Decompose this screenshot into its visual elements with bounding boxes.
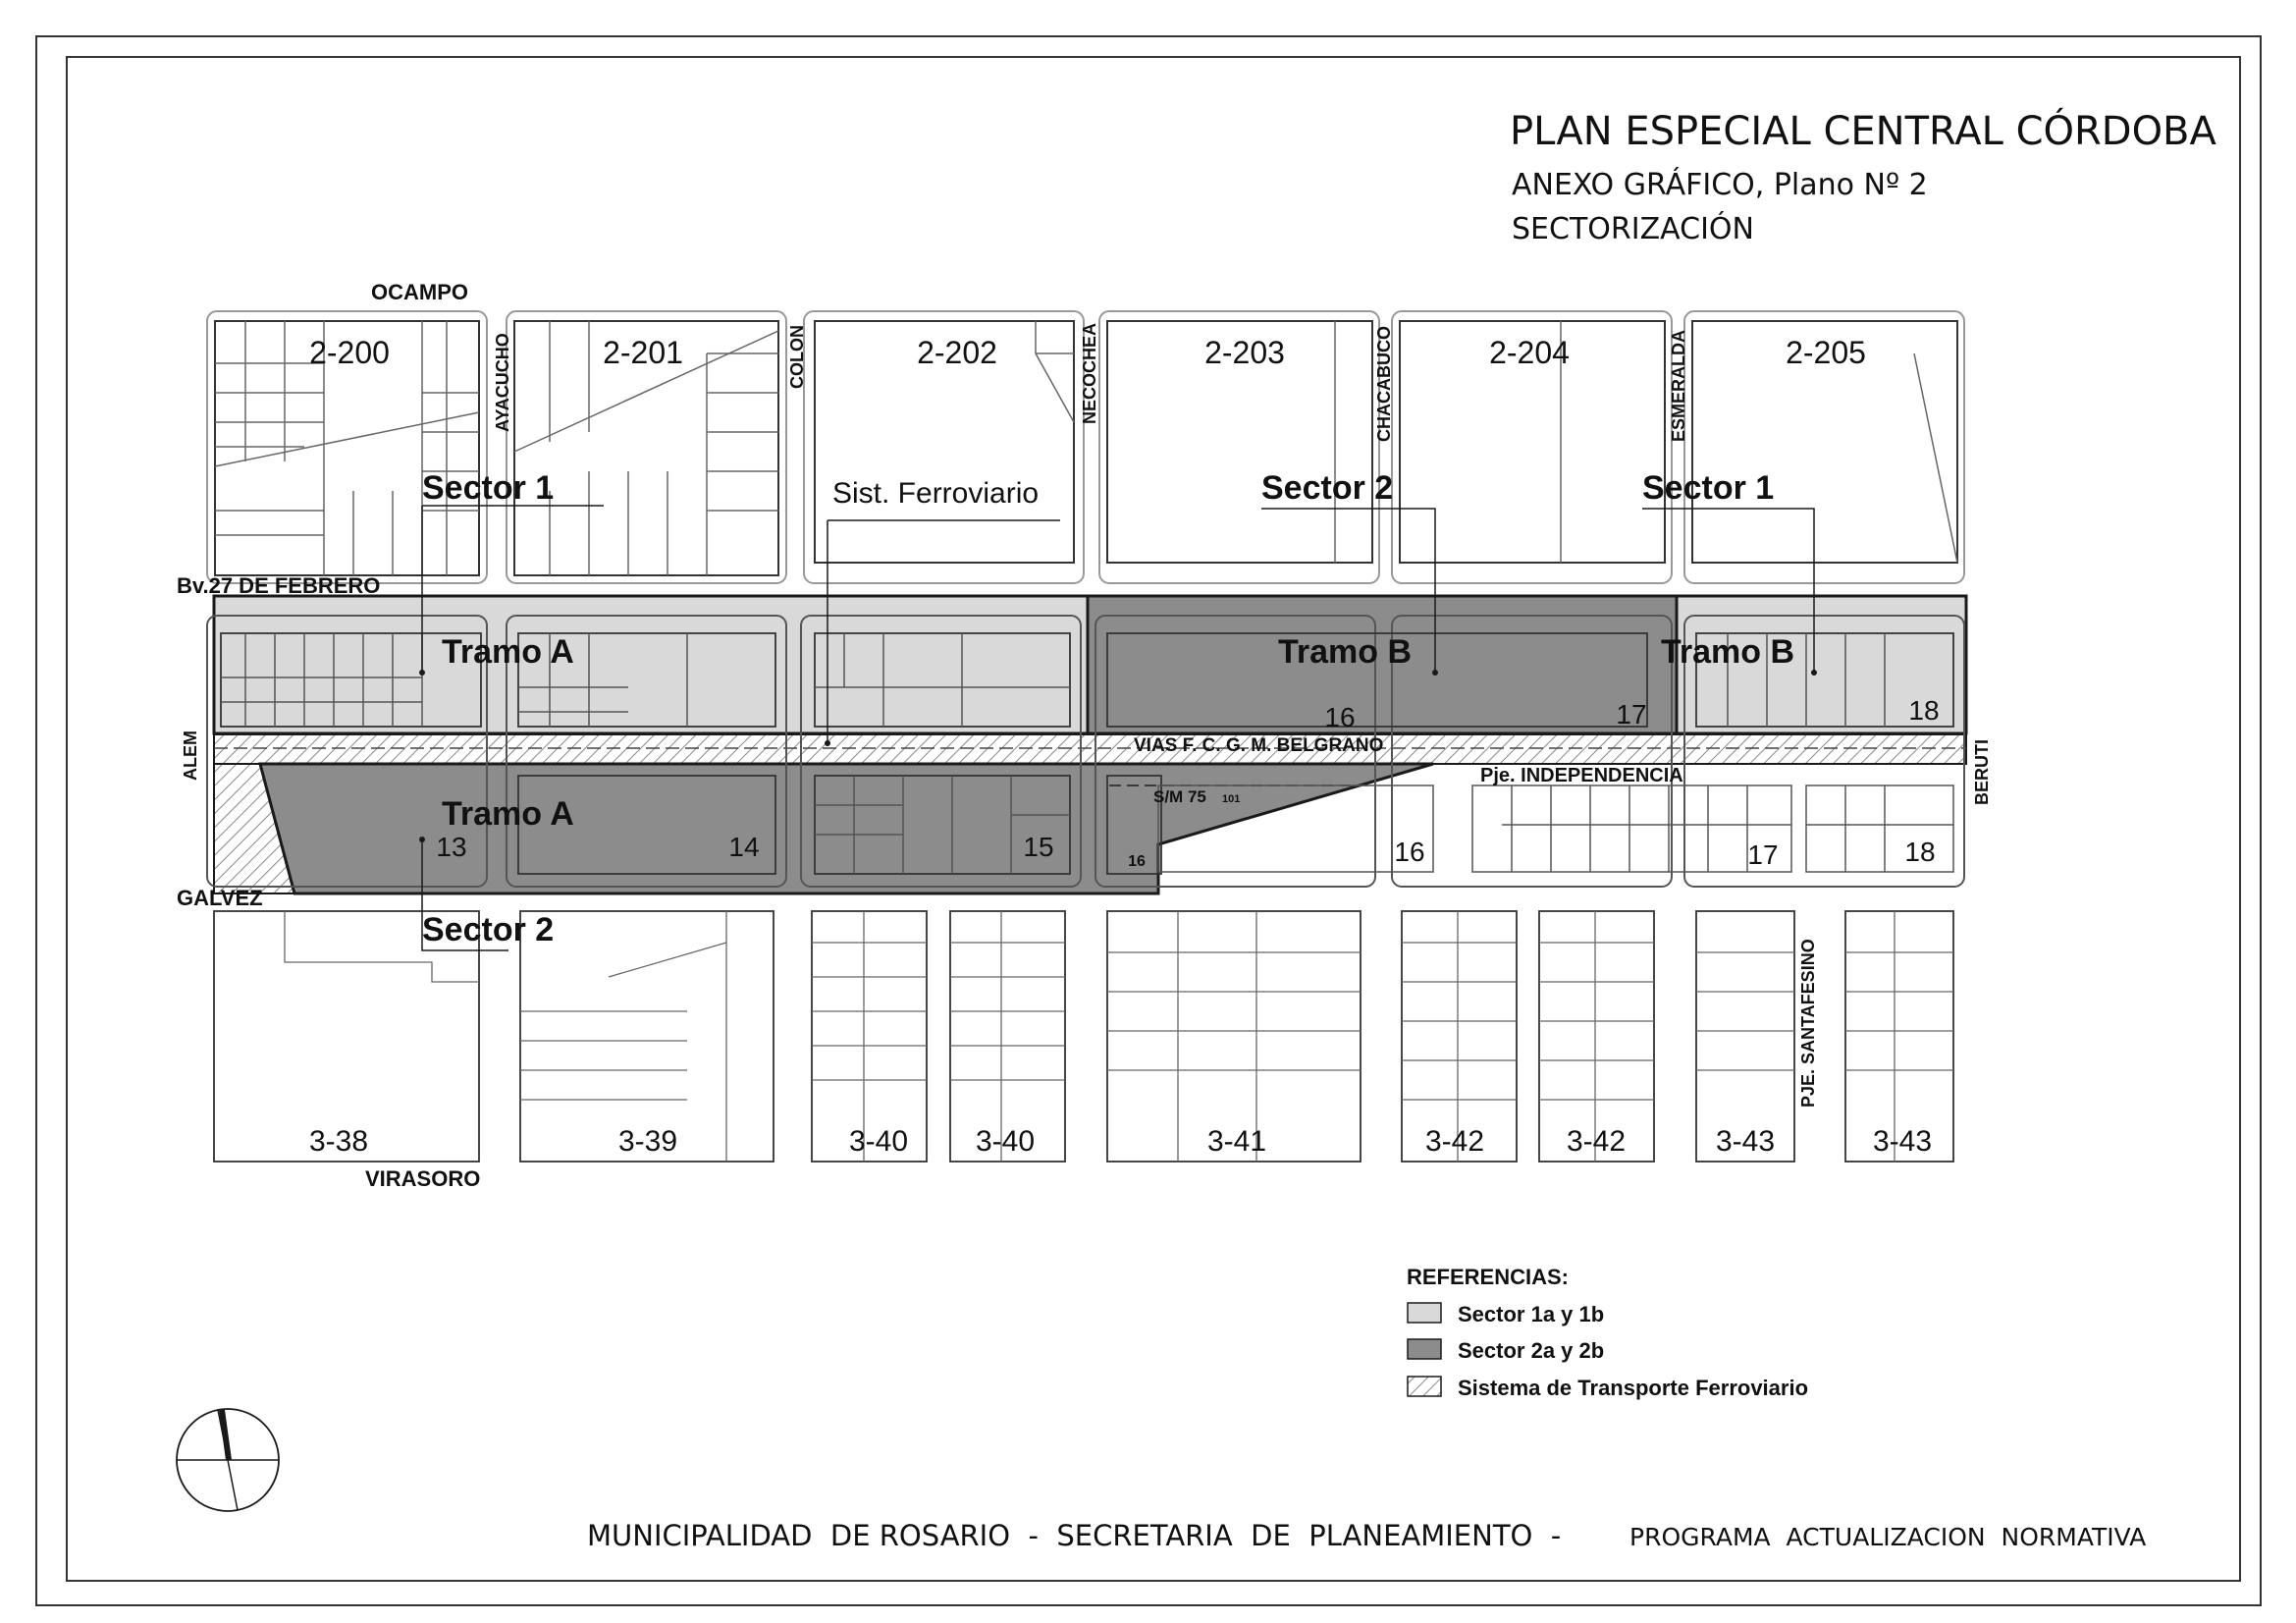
title-line3: SECTORIZACIÓN [1512, 212, 1754, 246]
block-2-204: 2-204 [1489, 335, 1570, 370]
legend-swatch-railway [1408, 1377, 1441, 1396]
street-beruti: BERUTI [1972, 739, 1992, 805]
num-18-south: 18 [1904, 837, 1936, 867]
num-14: 14 [728, 832, 760, 862]
railway-label: VIAS F. C. G. M. BELGRANO [1134, 735, 1384, 756]
footer-right: PROGRAMA ACTUALIZACION NORMATIVA [1629, 1523, 2147, 1551]
street-pje-santafesino: PJE. SANTAFESINO [1798, 939, 1818, 1108]
label-sector2-bottom: Sector 2 [422, 911, 555, 948]
block-2-200: 2-200 [309, 335, 390, 370]
title-main: PLAN ESPECIAL CENTRAL CÓRDOBA [1510, 109, 2216, 154]
block-2-201: 2-201 [603, 335, 683, 370]
legend-label-sector2: Sector 2a y 2b [1458, 1338, 1605, 1363]
block-3-40-a: 3-40 [848, 1125, 909, 1158]
label-sector1-left: Sector 1 [422, 469, 555, 507]
bottom-blocks [214, 911, 1953, 1162]
footer [587, 1519, 2146, 1552]
street-bv27: Bv.27 DE FEBRERO [177, 573, 381, 598]
street-galvez: GALVEZ [177, 886, 263, 910]
block-3-40-b: 3-40 [975, 1125, 1036, 1158]
street-ocampo: OCAMPO [371, 280, 468, 304]
block-2-205: 2-205 [1786, 335, 1866, 370]
block-3-43-b: 3-43 [1872, 1125, 1933, 1158]
street-pje-independencia: Pje. INDEPENDENCIA [1480, 765, 1683, 786]
bottom-block-labels [309, 1125, 1932, 1158]
footer-left: MUNICIPALIDAD DE ROSARIO - SECRETARIA DE PLANEAMIENTO - [587, 1519, 1562, 1552]
block-3-39: 3-39 [617, 1125, 678, 1158]
num-16-small: 16 [1128, 853, 1146, 870]
num-18-north: 18 [1908, 695, 1940, 726]
num-17-south: 17 [1747, 839, 1779, 870]
num-15: 15 [1023, 832, 1054, 862]
label-sist-ferroviario: Sist. Ferroviario [832, 477, 1040, 510]
street-virasoro: VIRASORO [365, 1166, 481, 1191]
street-alem: ALEM [181, 730, 200, 781]
block-3-41: 3-41 [1206, 1125, 1267, 1158]
street-ayacucho: AYACUCHO [493, 333, 512, 432]
label-sector1-right: Sector 1 [1642, 469, 1775, 507]
label-tramo-a-south: Tramo A [442, 795, 574, 833]
legend-swatch-sector2 [1408, 1339, 1441, 1359]
street-esmeralda: ESMERALDA [1669, 329, 1688, 442]
num-17-north: 17 [1616, 699, 1647, 730]
block-3-38: 3-38 [308, 1125, 369, 1158]
north-arrow-icon [177, 1409, 279, 1511]
label-tramo-b-right: Tramo B [1661, 633, 1795, 671]
legend-swatch-sector1 [1408, 1303, 1441, 1323]
block-2-203: 2-203 [1204, 335, 1285, 370]
num-16-south: 16 [1394, 837, 1425, 867]
label-sector2-top: Sector 2 [1261, 469, 1394, 507]
num-16-north: 16 [1324, 702, 1356, 732]
num-13: 13 [436, 832, 467, 862]
street-necochea: NECOCHEA [1080, 322, 1099, 424]
sm-sub-label: 101 [1222, 793, 1241, 805]
block-3-42-b: 3-42 [1566, 1125, 1627, 1158]
legend-label-sector1: Sector 1a y 1b [1458, 1302, 1605, 1326]
street-chacabuco: CHACABUCO [1374, 326, 1394, 442]
label-tramo-a-north: Tramo A [442, 633, 574, 671]
block-3-42-a: 3-42 [1424, 1125, 1485, 1158]
street-colon: COLON [787, 325, 807, 389]
bottom-lot-lines [285, 911, 1953, 1162]
block-3-43-a: 3-43 [1715, 1125, 1776, 1158]
label-tramo-b-mid: Tramo B [1278, 633, 1413, 671]
legend-label-railway: Sistema de Transporte Ferroviario [1458, 1376, 1809, 1400]
title-block [1510, 107, 2217, 246]
title-line2: ANEXO GRÁFICO, Plano Nº 2 [1512, 168, 1928, 202]
sm-label: S/M 75 [1153, 787, 1206, 806]
block-2-202: 2-202 [917, 335, 997, 370]
legend-heading: REFERENCIAS: [1407, 1265, 1570, 1289]
legend [1407, 1265, 1808, 1400]
